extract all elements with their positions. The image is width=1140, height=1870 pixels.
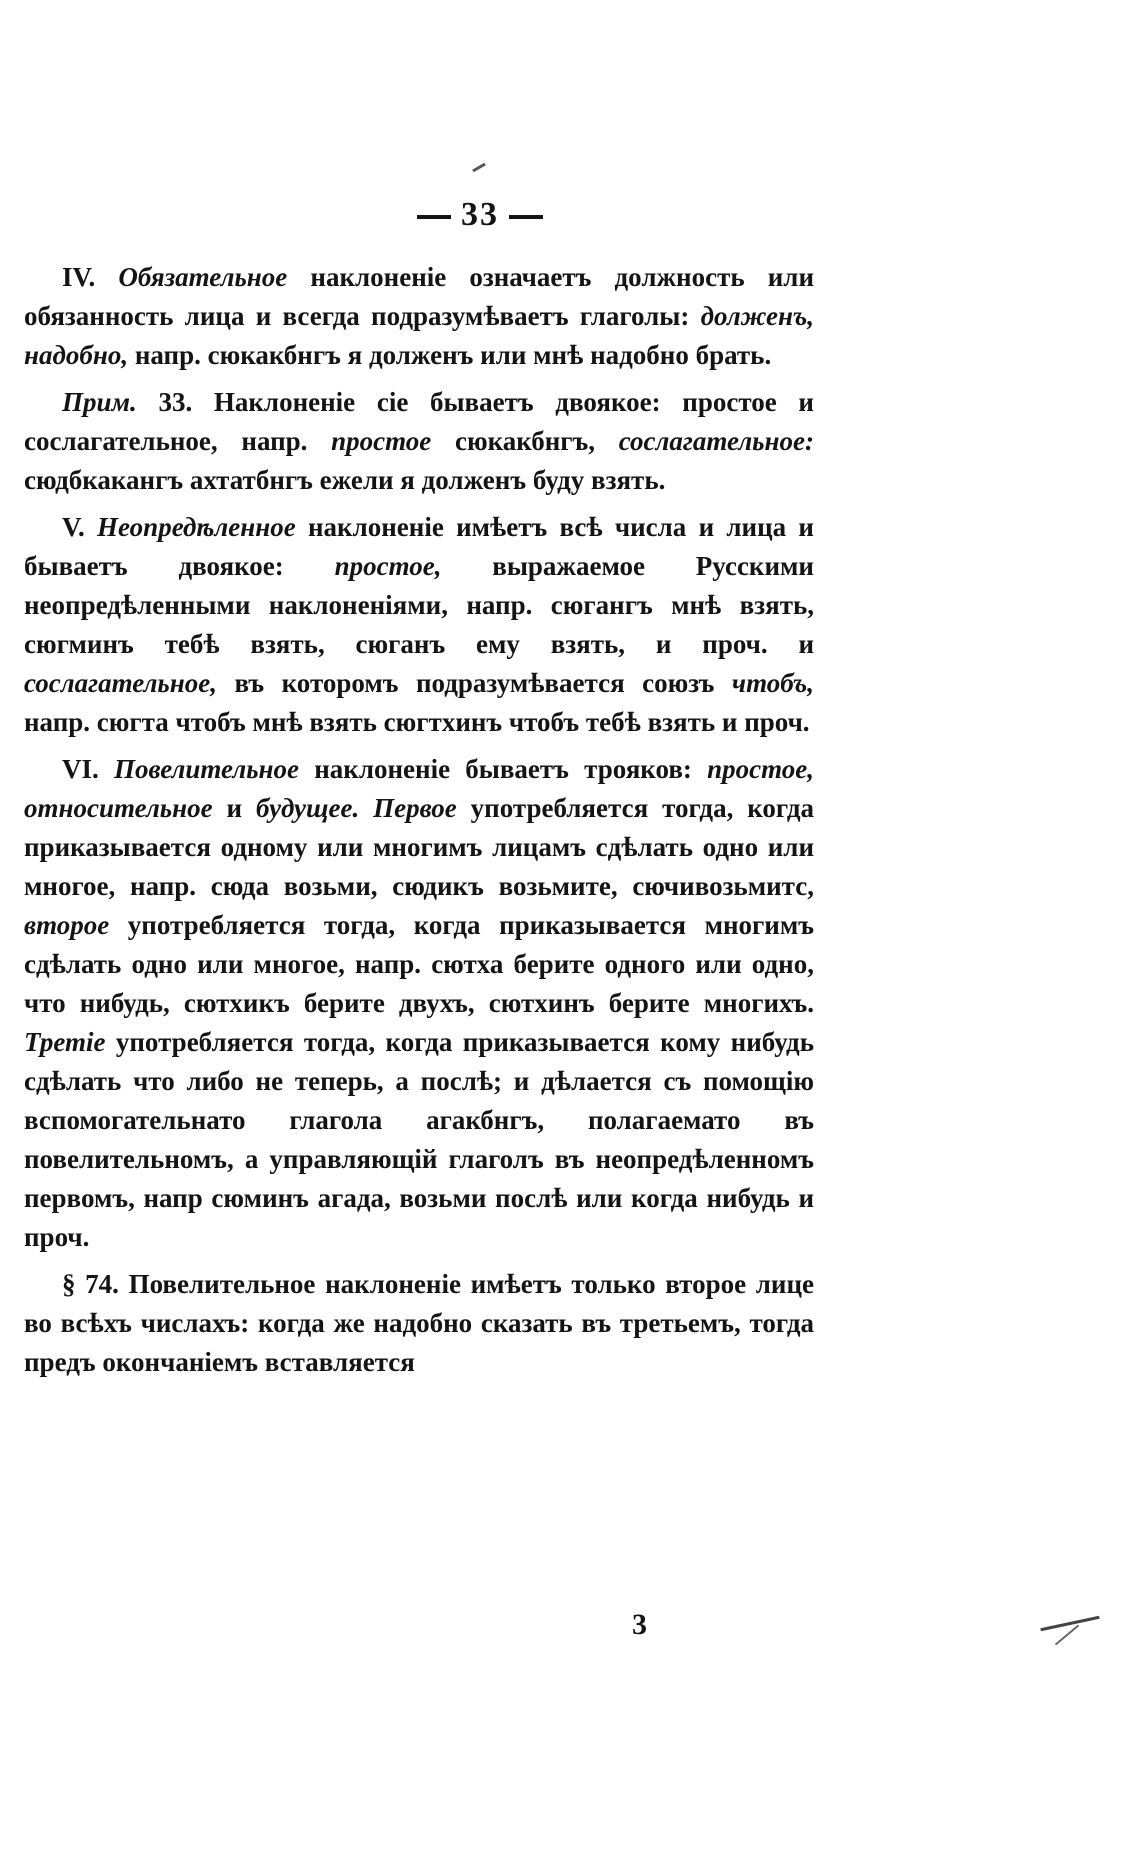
paragraph bbox=[24, 383, 814, 500]
page-number: 33 bbox=[461, 196, 499, 233]
text-run: сюдбкакангъ ахтатбнгъ ежели я долженъ буду взять. bbox=[24, 465, 666, 495]
text-run: и bbox=[212, 793, 256, 823]
italic-text: будущее. Первое bbox=[255, 793, 457, 823]
italic-text: простое, bbox=[334, 551, 442, 581]
text-run: наклоненіе имѣетъ всѣ числа и лица и бываетъ двоякое: bbox=[24, 512, 814, 581]
paragraph bbox=[24, 258, 814, 375]
text-run: выражаемое Русскими неопредѣленными наклоненіями, напр. сюгангъ мнѣ взять, сюгминъ тебѣ взять, сюганъ ему взять, и проч. и bbox=[24, 551, 814, 659]
italic-text: Обязательное bbox=[118, 262, 288, 292]
text-run: въ которомъ подразумѣвается союзъ bbox=[217, 668, 732, 698]
italic-text: чтобъ, bbox=[731, 668, 814, 698]
ink-speck bbox=[472, 163, 486, 173]
signature-mark: 3 bbox=[632, 1608, 647, 1641]
text-run: употребляется тогда, когда приказывается многимъ сдѣлать одно или многое, напр. сютха берите одного или одно, что нибудь, сютхикъ берите двухъ, сютхинъ берите многихъ. bbox=[24, 910, 814, 1018]
page-body bbox=[24, 258, 814, 1390]
ink-mark bbox=[1055, 1625, 1079, 1646]
text-run: § 74. Повелительное наклоненіе имѣетъ только второе лице во всѣхъ числахъ: когда же надобно сказать въ третьемъ, тогда предъ окончаніемъ вставляется bbox=[24, 1269, 814, 1377]
paragraph bbox=[24, 750, 814, 1257]
text-run: напр. сюкакбнгъ я долженъ или мнѣ надобно брать. bbox=[128, 340, 772, 370]
italic-text: второе bbox=[24, 910, 110, 940]
text-run: употребляется тогда, когда приказывается одному или многимъ лицамъ сдѣлать одно или многое, напр. сюда возьми, сюдикъ возьмите, сючивозьмитс, bbox=[24, 793, 814, 901]
text-run: наклоненіе бываетъ трояков: bbox=[299, 754, 708, 784]
text-run: напр. сюгта чтобъ мнѣ взять сюгтхинъ чтобъ тебѣ взять и проч. bbox=[24, 707, 810, 737]
text-run: V. bbox=[62, 512, 98, 542]
italic-text: долженъ, надобно, bbox=[24, 301, 814, 370]
text-run: 33. Наклоненіе сіе бываетъ двоякое: простое и сослагательное, напр. bbox=[24, 387, 814, 456]
italic-text: сослагательное, bbox=[24, 668, 217, 698]
italic-text: Прим. bbox=[62, 387, 137, 417]
page-header bbox=[0, 196, 960, 234]
text-run: сюкакбнгъ, bbox=[431, 426, 619, 456]
italic-text: Третіе bbox=[24, 1027, 106, 1057]
text-run: IV. bbox=[62, 262, 119, 292]
paragraph bbox=[24, 508, 814, 742]
italic-text: простое bbox=[331, 426, 432, 456]
header-dash-left bbox=[417, 215, 451, 219]
italic-text: сослагательное: bbox=[618, 426, 814, 456]
italic-text: Повелительное bbox=[113, 754, 300, 784]
ink-mark bbox=[1040, 1616, 1099, 1631]
paragraph bbox=[24, 1265, 814, 1382]
header-dash-right bbox=[509, 215, 543, 219]
italic-text: Неопредѣленное bbox=[97, 512, 296, 542]
italic-text: простое, относительное bbox=[24, 754, 815, 823]
text-run: VI. bbox=[62, 754, 114, 784]
text-run: наклоненіе означаетъ должность или обязанность лица и всегда подразумѣваетъ глаголы: bbox=[24, 262, 814, 331]
text-run: употребляется тогда, когда приказывается кому нибудь сдѣлать что либо не теперь, а послѣ; и дѣлается съ помощію вспомогательнато глагола агакбнгъ, полагаемато въ повелительномъ, а управляющій глаголъ въ неопредѣленномъ первомъ, напр сюминъ агада, возьми послѣ или когда нибудь и проч. bbox=[24, 1027, 814, 1252]
